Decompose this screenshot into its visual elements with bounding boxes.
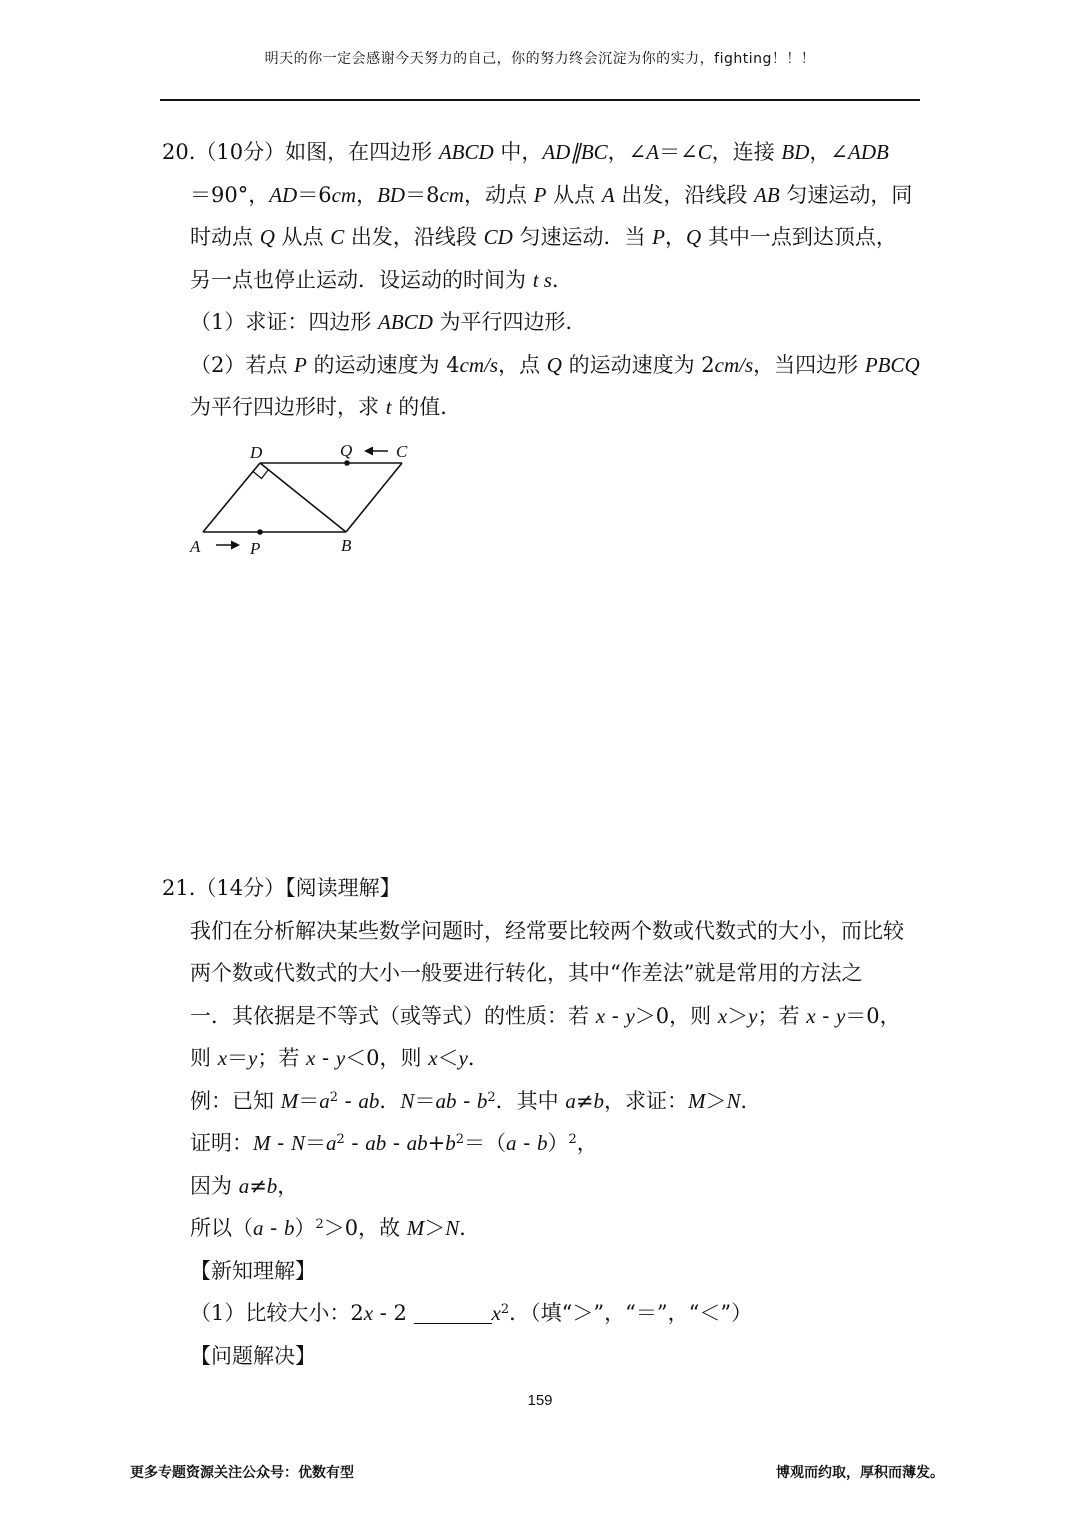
text: - xyxy=(263,1216,284,1240)
text: ；若 xyxy=(257,1046,307,1070)
text: ，∠ xyxy=(809,140,849,164)
parallelogram-diagram xyxy=(170,430,430,570)
math: A xyxy=(646,140,660,164)
math: b xyxy=(283,1216,295,1240)
text: + xyxy=(427,1131,446,1155)
math: y xyxy=(748,1004,758,1028)
label-c: C xyxy=(396,442,408,461)
arrow-q-head xyxy=(364,447,373,456)
text: 所以（ xyxy=(190,1216,253,1240)
text: ，求证： xyxy=(603,1089,688,1113)
q21-example-3 xyxy=(190,1171,298,1201)
math: cm xyxy=(331,183,357,207)
exponent: 2 xyxy=(455,1132,465,1147)
math: a xyxy=(238,1174,250,1198)
text: 一．其依据是不等式（或等式）的性质：若 xyxy=(190,1004,596,1028)
q21-section-solve xyxy=(190,1341,316,1371)
q21-read-3 xyxy=(190,1001,901,1031)
math: x xyxy=(428,1046,438,1070)
text: ，∠ xyxy=(607,140,647,164)
text: ＝90°， xyxy=(190,183,270,207)
text: ． xyxy=(379,1089,401,1113)
math: Q xyxy=(259,225,275,249)
text: ） xyxy=(294,1216,316,1240)
text: 的运动速度为 2 xyxy=(561,353,715,377)
math: P xyxy=(533,183,547,207)
math: b xyxy=(476,1089,488,1113)
q21-example-1 xyxy=(190,1086,761,1116)
text: ＜ xyxy=(437,1046,459,1070)
text: ＝ xyxy=(414,1089,436,1113)
text: ． xyxy=(740,1089,762,1113)
math: M xyxy=(253,1131,271,1155)
math: x xyxy=(306,1046,316,1070)
q21-read-1 xyxy=(190,916,904,946)
math: x xyxy=(217,1046,228,1070)
math: ab xyxy=(406,1131,428,1155)
q21-new-1 xyxy=(190,1298,752,1328)
text: ＝6 xyxy=(297,183,332,207)
math: a xyxy=(506,1131,517,1155)
text: 的运动速度为 4 xyxy=(306,353,460,377)
diagonal-bd xyxy=(260,463,346,532)
math: a xyxy=(565,1089,576,1113)
label-p: P xyxy=(250,539,261,558)
header-divider xyxy=(160,99,920,101)
text: ．其中 xyxy=(495,1089,566,1113)
math: Q xyxy=(685,225,702,249)
text: 时动点 xyxy=(190,225,260,249)
math: y xyxy=(335,1046,346,1070)
math: N xyxy=(726,1089,741,1113)
math: y xyxy=(458,1046,468,1070)
text: - xyxy=(605,1004,626,1028)
text: - xyxy=(344,1131,366,1155)
text: ＝ xyxy=(298,1089,320,1113)
math: x xyxy=(595,1004,606,1028)
text: ＝∠ xyxy=(659,140,698,164)
q21-section-new xyxy=(190,1256,316,1286)
text: 匀速运动，同 xyxy=(779,183,913,207)
text: 的值． xyxy=(391,395,462,419)
footer-left: 更多专题资源关注公众号：优数有型 xyxy=(130,1465,354,1481)
section-heading: 【问题解决】 xyxy=(190,1344,316,1368)
math: a xyxy=(325,1131,337,1155)
text: ≠ xyxy=(249,1174,267,1198)
label-a: A xyxy=(190,537,201,556)
text: ，动点 xyxy=(463,183,534,207)
math: t xyxy=(385,395,392,419)
math: ABCD xyxy=(378,310,433,334)
text: ≠ xyxy=(575,1089,594,1113)
math: b xyxy=(593,1089,604,1113)
math: cm/s xyxy=(714,353,754,377)
math: ab xyxy=(365,1131,387,1155)
math: t s xyxy=(532,268,552,292)
math: P xyxy=(294,353,307,377)
q21-read-4 xyxy=(190,1043,489,1073)
text: 为平行四边形时，求 xyxy=(190,395,386,419)
text: 为平行四边形． xyxy=(432,310,587,334)
text: - xyxy=(516,1131,537,1155)
text: ． xyxy=(459,1216,481,1240)
text: ， xyxy=(576,1131,598,1155)
text: 匀速运动．当 xyxy=(512,225,653,249)
text: ． xyxy=(551,268,573,292)
text: 证明： xyxy=(190,1131,253,1155)
math: a xyxy=(319,1089,330,1113)
text: ＝ xyxy=(227,1046,249,1070)
text: 从点 xyxy=(274,225,331,249)
math: y xyxy=(625,1004,635,1028)
text: ＞0，则 xyxy=(634,1004,718,1028)
text: 我们在分析解决某些数学问题时，经常要比较两个数或代数式的大小，而比较 xyxy=(190,919,904,943)
label-b: B xyxy=(341,536,352,555)
math: N xyxy=(445,1216,460,1240)
text: 两个数或代数式的大小一般要进行转化，其中“作差法”就是常用的方法之 xyxy=(190,961,863,985)
side-ad xyxy=(203,463,260,532)
math: N xyxy=(290,1131,305,1155)
q20-line-4 xyxy=(190,265,573,295)
text: （2）若点 xyxy=(190,353,295,377)
math: C xyxy=(697,140,712,164)
text: - xyxy=(270,1131,291,1155)
header-motto: 明天的你一定会感谢今天努力的自己，你的努力终会沉淀为你的实力，fighting！！！ xyxy=(264,51,816,67)
text: ＞ xyxy=(705,1089,727,1113)
text: ．（填“＞”，“＝”，“＜”） xyxy=(509,1301,753,1325)
exponent: 2 xyxy=(568,1132,577,1147)
math: AB xyxy=(754,183,780,207)
text: 则 xyxy=(190,1046,218,1070)
math: b xyxy=(266,1174,278,1198)
math: A xyxy=(601,183,615,207)
math: ab xyxy=(358,1089,380,1113)
math: P xyxy=(652,225,665,249)
q20-line-3 xyxy=(190,222,897,252)
math: BD xyxy=(781,140,810,164)
math: M xyxy=(406,1216,425,1240)
math: BD xyxy=(377,183,406,207)
q21-example-4 xyxy=(190,1213,480,1243)
text: 例：已知 xyxy=(190,1089,281,1113)
math: ABCD xyxy=(438,140,494,164)
exponent: 2 xyxy=(315,1217,324,1232)
side-cb xyxy=(346,463,402,532)
point-q xyxy=(344,460,350,466)
math: cm/s xyxy=(459,353,499,377)
text: ， xyxy=(664,225,686,249)
text: ，当四边形 xyxy=(753,353,865,377)
text: ；若 xyxy=(757,1004,807,1028)
math: ab xyxy=(435,1089,457,1113)
point-p xyxy=(257,529,263,535)
answer-blank[interactable] xyxy=(414,1301,492,1324)
math: M xyxy=(687,1089,706,1113)
q20-part-2 xyxy=(190,350,920,380)
math: b xyxy=(445,1131,456,1155)
math: y xyxy=(835,1004,846,1028)
q21-example-2 xyxy=(190,1128,598,1158)
text: - xyxy=(315,1046,336,1070)
label-d: D xyxy=(250,443,263,462)
text: （1）比较大小：2 xyxy=(190,1301,364,1325)
text: ， xyxy=(356,183,378,207)
math: C xyxy=(330,225,345,249)
text: - xyxy=(815,1004,836,1028)
math: y xyxy=(248,1046,258,1070)
math: x xyxy=(806,1004,816,1028)
text: ＞0，故 xyxy=(323,1216,407,1240)
text: 出发，沿线段 xyxy=(614,183,755,207)
text: - xyxy=(456,1089,477,1113)
text: 出发，沿线段 xyxy=(344,225,484,249)
footer-right: 博观而约取，厚积而薄发。 xyxy=(776,1465,944,1481)
math: CD xyxy=(483,225,513,249)
text: 另一点也停止运动．设运动的时间为 xyxy=(190,268,533,292)
q20-number: 20.（10分） xyxy=(162,140,286,164)
exponent: 2 xyxy=(487,1090,496,1105)
text: - xyxy=(386,1131,407,1155)
math: PBCQ xyxy=(864,353,920,377)
text: 中， xyxy=(493,140,543,164)
exponent: 2 xyxy=(329,1090,338,1105)
q20-line-2 xyxy=(190,180,912,210)
text: （1）求证：四边形 xyxy=(190,310,379,334)
label-q: Q xyxy=(340,441,353,460)
math: cm xyxy=(439,183,464,207)
text: ＞ xyxy=(424,1216,446,1240)
q21-read-2 xyxy=(190,958,862,988)
section-heading: 【新知理解】 xyxy=(190,1259,316,1283)
math: ADB xyxy=(848,140,889,164)
text: - xyxy=(337,1089,359,1113)
text: ，点 xyxy=(498,353,547,377)
text: ，连接 xyxy=(711,140,782,164)
text: ， xyxy=(277,1174,299,1198)
math: b xyxy=(537,1131,548,1155)
text: 如图，在四边形 xyxy=(285,140,439,164)
q20-part-1 xyxy=(190,307,587,337)
text: 其中一点到达顶点， xyxy=(701,225,897,249)
q21-heading xyxy=(162,873,401,903)
text: ＝0， xyxy=(845,1004,901,1028)
math: N xyxy=(400,1089,415,1113)
text: 因为 xyxy=(190,1174,239,1198)
text: ＝8 xyxy=(405,183,440,207)
math: x xyxy=(491,1301,501,1325)
text: 从点 xyxy=(546,183,602,207)
exponent: 2 xyxy=(500,1302,510,1317)
text: - 2 xyxy=(373,1301,414,1325)
math: M xyxy=(280,1089,299,1113)
math: x xyxy=(363,1301,374,1325)
text: ＞ xyxy=(727,1004,749,1028)
page-number: 159 xyxy=(527,1392,553,1409)
q20-part-2-cont xyxy=(190,392,461,422)
exponent: 2 xyxy=(336,1132,345,1147)
arrow-p-head xyxy=(231,541,240,550)
text: ． xyxy=(467,1046,489,1070)
text: ＜0，则 xyxy=(345,1046,429,1070)
math: AD∥BC xyxy=(542,140,608,164)
q20-line-1 xyxy=(162,137,889,167)
right-angle-mark xyxy=(253,470,269,479)
text: ＝ xyxy=(304,1131,326,1155)
q21-number: 21.（14分）【阅读理解】 xyxy=(162,876,401,900)
math: Q xyxy=(546,353,562,377)
text: ＝（ xyxy=(464,1131,507,1155)
math: AD xyxy=(269,183,298,207)
math: a xyxy=(253,1216,264,1240)
math: x xyxy=(717,1004,728,1028)
text: ） xyxy=(547,1131,569,1155)
